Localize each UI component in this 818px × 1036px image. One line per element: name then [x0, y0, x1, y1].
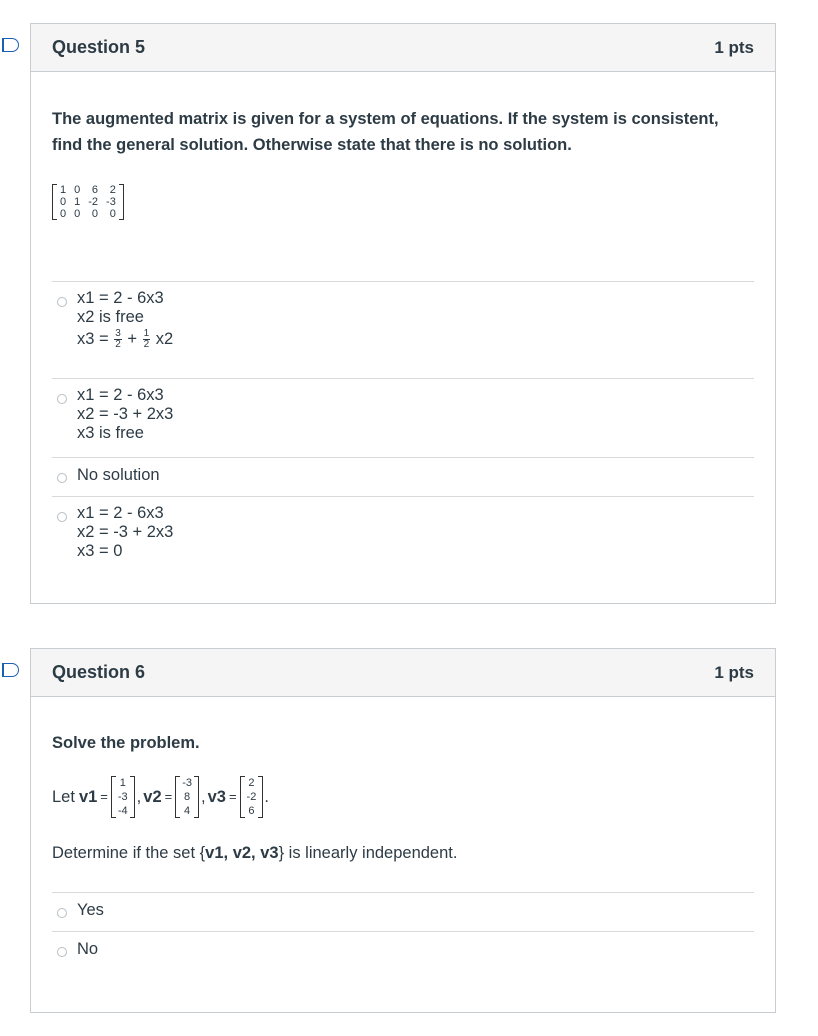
question-5-card [30, 23, 776, 604]
fraction [114, 329, 122, 350]
fraction [143, 329, 151, 350]
equals-sign: = [164, 789, 173, 804]
option-text: + [127, 329, 138, 348]
matrix-cell: 0 [60, 196, 67, 208]
answer-option-2[interactable] [52, 379, 754, 458]
fraction-denominator: 2 [143, 339, 150, 350]
option-line: x1 = 2 - 6x3 [77, 289, 164, 307]
fraction-numerator: 1 [143, 328, 150, 339]
question-6-question [52, 840, 754, 866]
option-line: x3 is free [77, 424, 144, 442]
question-5-title: Question 5 [52, 37, 146, 57]
fraction-denominator: 2 [115, 339, 121, 350]
question-6-title: Question 6 [52, 662, 146, 682]
answer-option-3[interactable] [52, 458, 754, 497]
vector-entry: 2 [248, 777, 255, 789]
equals-sign: = [228, 789, 237, 804]
answer-option-no[interactable] [52, 932, 754, 971]
option-line: x3 = 0 [77, 542, 123, 560]
option-line: x2 = -3 + 2x3 [77, 523, 174, 541]
question-6-answers [52, 892, 754, 971]
question-text: Determine if the set { [52, 844, 206, 862]
question-6-points: 1 pts [714, 662, 754, 682]
answer-option-yes[interactable] [52, 893, 754, 932]
flag-question-5-icon[interactable] [2, 38, 19, 52]
answer-option-1[interactable] [52, 282, 754, 379]
radio-button[interactable] [57, 297, 67, 307]
equals-sign: = [100, 789, 108, 804]
fraction-numerator: 3 [115, 328, 121, 339]
augmented-matrix [52, 184, 124, 220]
vector-entry: -4 [117, 805, 128, 817]
question-5-prompt [52, 106, 754, 158]
matrix-cell: 0 [109, 208, 116, 220]
matrix-cell: 0 [91, 208, 99, 220]
vector-set: v1, v2, v3 [205, 844, 279, 862]
option-text: x3 = [77, 329, 109, 348]
vector-entry: 1 [119, 777, 126, 789]
question-5-points: 1 pts [714, 37, 754, 57]
option-line: x1 = 2 - 6x3 [77, 386, 164, 404]
matrix-cell: 1 [74, 196, 81, 208]
option-line: No [77, 940, 99, 958]
question-6-prompt: Solve the problem. [52, 734, 200, 752]
vector-entry: -3 [117, 791, 128, 803]
radio-button[interactable] [57, 394, 67, 404]
flag-question-6-icon[interactable] [2, 663, 19, 677]
matrix-cell: 0 [74, 208, 81, 220]
vector-entry: -2 [246, 791, 257, 803]
option-text: x2 [155, 329, 174, 348]
vector-label: v2 [143, 788, 162, 806]
matrix-cell: -3 [106, 196, 116, 208]
option-line: Yes [77, 901, 104, 919]
matrix-cell: -2 [88, 196, 99, 208]
vector-definitions: Let v1 = 1 -3 -4 , v2 = -3 8 4 , v3 = 2 -2 6 . [52, 777, 269, 817]
radio-button[interactable] [57, 512, 67, 522]
question-6-header [31, 649, 775, 697]
option-line: No solution [77, 466, 160, 484]
radio-button[interactable] [57, 947, 67, 957]
vector-label: v1 [78, 788, 98, 806]
vector-v1 [111, 776, 135, 818]
question-6-card [30, 648, 776, 1013]
matrix-cell: 0 [74, 184, 81, 196]
vector-v2 [175, 776, 199, 818]
option-line: x2 is free [77, 308, 144, 326]
vector-entry: 6 [248, 805, 255, 817]
vector-entry: -3 [182, 777, 192, 789]
vector-entry: 8 [184, 791, 191, 803]
option-line: x1 = 2 - 6x3 [77, 504, 164, 522]
radio-button[interactable] [57, 473, 67, 483]
vector-entry: 4 [184, 805, 191, 817]
answer-option-4[interactable] [52, 497, 754, 575]
matrix-cell: 1 [60, 184, 67, 196]
question-text: } is linearly independent. [278, 844, 458, 862]
question-5-header [31, 24, 775, 72]
let-text: Let [52, 788, 75, 806]
question-5-answers [52, 281, 754, 575]
radio-button[interactable] [57, 908, 67, 918]
prompt-line-2: find the general solution. Otherwise state that there is no solution. [52, 136, 572, 154]
matrix-cell: 2 [109, 184, 116, 196]
matrix-cell: 0 [60, 208, 67, 220]
option-line: x2 = -3 + 2x3 [77, 405, 174, 423]
prompt-line-1: The augmented matrix is given for a system of equations. If the system is consistent, [52, 110, 719, 128]
vector-v3 [240, 776, 264, 818]
option-line [77, 329, 173, 350]
vector-label: v3 [207, 788, 226, 806]
matrix-cell: 6 [91, 184, 99, 196]
